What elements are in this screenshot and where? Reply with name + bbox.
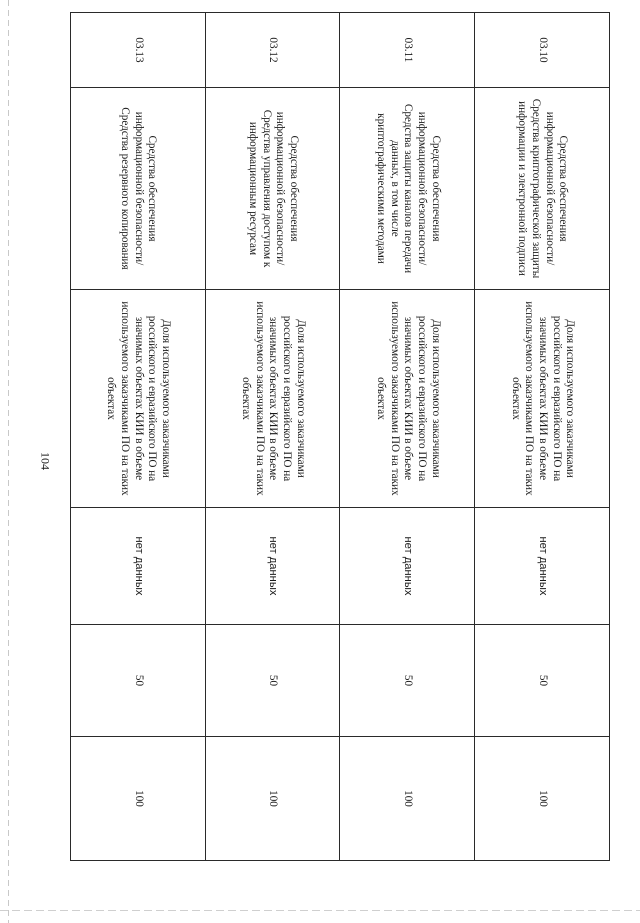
table-row xyxy=(205,13,340,861)
software-share-table xyxy=(70,12,610,861)
row-target-value: 100 xyxy=(340,737,475,861)
row-target-value: 100 xyxy=(205,737,340,861)
row-category-name: Средства обеспечения информационной безопасности/ Средства управления доступом к информационным ресурсам xyxy=(205,88,340,290)
row-mid-value: 50 xyxy=(71,625,206,737)
row-code: 03.11 xyxy=(340,13,475,88)
row-mid-value: 50 xyxy=(475,625,610,737)
scan-edge-line xyxy=(8,0,9,923)
page-number: 104 xyxy=(38,452,53,470)
row-target-value: 100 xyxy=(71,737,206,861)
row-indicator: Доля используемого заказчиками российского и евразийского ПО на значимых объектах КИИ в объеме используемого заказчиками ПО на таких объектах xyxy=(205,290,340,508)
row-base-value: нет данных xyxy=(340,508,475,625)
row-category-name: Средства обеспечения информационной безопасности/Средства криптографической защиты информации и электронной подписи xyxy=(475,88,610,290)
row-code: 03.12 xyxy=(205,13,340,88)
table-row xyxy=(475,13,610,861)
row-mid-value: 50 xyxy=(205,625,340,737)
row-target-value: 100 xyxy=(475,737,610,861)
row-code: 03.13 xyxy=(71,13,206,88)
scan-edge-line xyxy=(0,910,640,911)
row-mid-value: 50 xyxy=(340,625,475,737)
rotated-table-container xyxy=(70,12,610,860)
row-category-name: Средства обеспечения информационной безопасности/Средства защиты каналов передачи данных, в том числе криптографическими методами xyxy=(340,88,475,290)
table-row xyxy=(71,13,206,861)
row-indicator: Доля используемого заказчиками российского и евразийского ПО на значимых объектах КИИ в объеме используемого заказчиками ПО на таких объектах xyxy=(71,290,206,508)
row-base-value: нет данных xyxy=(205,508,340,625)
row-base-value: нет данных xyxy=(475,508,610,625)
row-category-name: Средства обеспечения информационной безопасности/Средства резервного копирования xyxy=(71,88,206,290)
row-indicator: Доля используемого заказчиками российского и евразийского ПО на значимых объектах КИИ в объеме используемого заказчиками ПО на таких объектах xyxy=(475,290,610,508)
row-indicator: Доля используемого заказчиками российского и евразийского ПО на значимых объектах КИИ в объеме используемого заказчиками ПО на таких объектах xyxy=(340,290,475,508)
row-base-value: нет данных xyxy=(71,508,206,625)
table-row xyxy=(340,13,475,861)
row-code: 03.10 xyxy=(475,13,610,88)
